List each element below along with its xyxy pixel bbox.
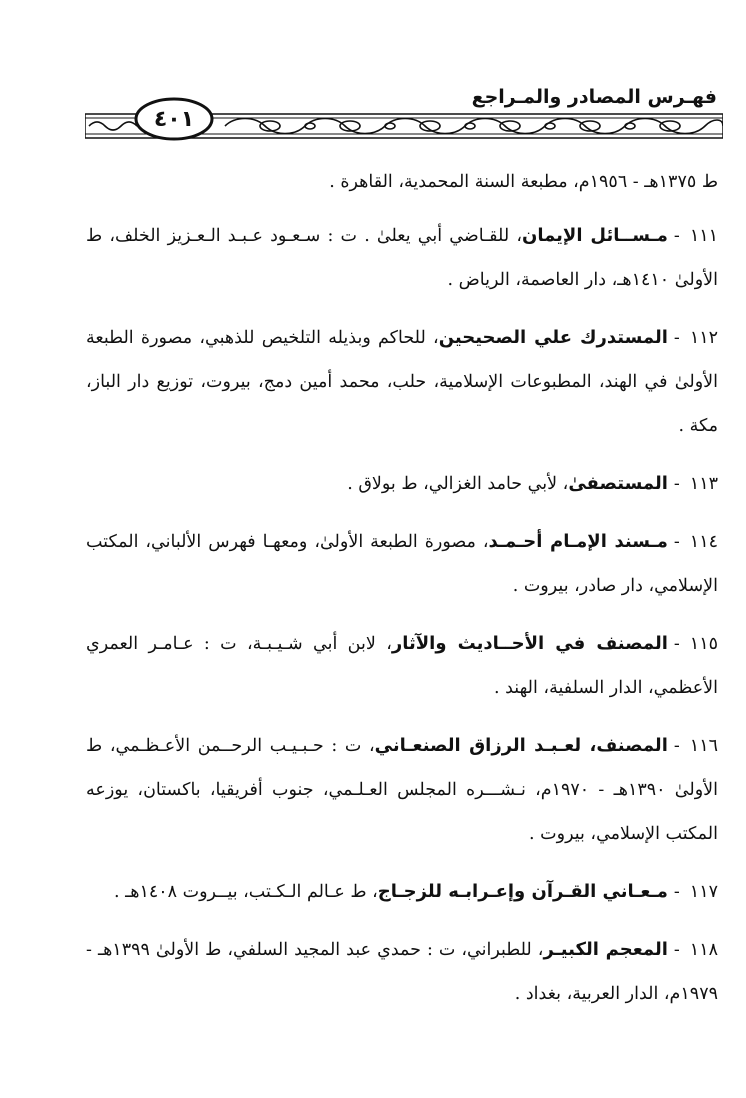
entry-number: ١١٧ (689, 882, 718, 902)
list-item: ١١٥-المصنف في الأحــاديث والآثار، لابن أبي شـيـبـة، ت : عـامـر العمري الأعظمي، الدار السلفية، الهند . (86, 633, 718, 698)
entry-title: المستدرك علي الصحيحين (438, 327, 668, 348)
entry-text: ، ط عـالم الـكـتب، بيــروت ١٤٠٨هـ . (113, 882, 378, 902)
entry-title: مـعـاني القـرآن وإعـرابـه للزجـاج (377, 881, 668, 902)
entry-title: مـســائل الإيمان (521, 225, 668, 246)
page-number-badge (133, 96, 215, 142)
entry-text: ، للحاكم وبذيله التلخيص للذهبي، مصورة الطبعة الأولىٰ في الهند، المطبوعات الإسلامية، حلب، محمد أمين دمج، بيروت، توزيع دار الباز، مكة . (86, 328, 718, 436)
entry-number: ١١٢ (689, 328, 719, 348)
list-item: ١١٦-المصنف، لعـبـد الرزاق الصنعـاني، ت : حـبـيـب الرحــمن الأعـظـمي، ط الأولىٰ ١٣٩٠هـ - ١٩٧٠م، نـشـــره المجلس العـلـمي، جنوب أفريقيا، باكستان، يوزعه المكتب الإسلامي، بيروت . (86, 735, 718, 844)
entry-title: مـسند الإمـام أحـمـد (488, 531, 668, 552)
list-item (86, 160, 718, 204)
entry-title: المعجم الكبيـر (543, 939, 668, 960)
entry-text: ، مصورة الطبعة الأولىٰ، ومعهـا فهرس الألباني، المكتب الإسلامي، دار صادر، بيروت . (86, 532, 718, 596)
entry-text: ط ١٣٧٥هـ - ١٩٥٦م، مطبعة السنة المحمدية، القاهرة . (329, 172, 718, 192)
page-number: ٤٠١ (153, 106, 195, 132)
entry-title: المصنف، لعـبـد الرزاق الصنعـاني (374, 735, 668, 756)
header-title: فهـرس المصادر والمـراجع (471, 86, 717, 108)
list-item: ١١٤-مـسند الإمـام أحـمـد، مصورة الطبعة الأولىٰ، ومعهـا فهرس الألباني، المكتب الإسلامي، دار صادر، بيروت . (86, 531, 718, 596)
list-item: ١١٨-المعجم الكبيـر، للطبراني، ت : حمدي عبد المجيد السلفي، ط الأولىٰ ١٣٩٩هـ - ١٩٧٩م، الدار العربية، بغداد . (86, 939, 718, 1004)
bibliography-list (86, 160, 718, 1030)
entry-text: ، ت : حـبـيـب الرحــمن الأعـظـمي، ط الأولىٰ ١٣٩٠هـ - ١٩٧٠م، نـشـــره المجلس العـلـمي، جنوب أفريقيا، باكستان، يوزعه المكتب الإسلامي، بيروت . (86, 736, 718, 844)
entry-number: ١١٥ (689, 634, 718, 654)
entry-text: ، للقـاضي أبي يعلىٰ . ت : سـعـود عـبـد الـعـزيز الخلف، ط الأولىٰ ١٤١٠هـ، دار العاصمة، الرياض . (86, 226, 718, 290)
entry-number: ١١٦ (689, 736, 718, 756)
list-item: ١١٢-المستدرك علي الصحيحين، للحاكم وبذيله التلخيص للذهبي، مصورة الطبعة الأولىٰ في الهند، المطبوعات الإسلامية، حلب، محمد أمين دمج، بيروت، توزيع دار الباز، مكة . (86, 327, 719, 436)
entry-text: ، للطبراني، ت : حمدي عبد المجيد السلفي، ط الأولىٰ ١٣٩٩هـ - ١٩٧٩م، الدار العربية، بغداد . (86, 940, 718, 1004)
entry-text: ، لابن أبي شـيـبـة، ت : عـامـر العمري الأعظمي، الدار السلفية، الهند . (86, 634, 718, 698)
entry-number: ١١٤ (689, 532, 718, 552)
entry-title: المصنف في الأحــاديث والآثار (391, 633, 668, 654)
entry-text: ، لأبي حامد الغزالي، ط بولاق . (347, 474, 569, 494)
entry-number: ١١٨ (689, 940, 718, 960)
entry-number: ١١١ (689, 226, 719, 246)
entry-title: المستصفىٰ (568, 473, 668, 494)
list-item: ١١١-مـســائل الإيمان، للقـاضي أبي يعلىٰ . ت : سـعـود عـبـد الـعـزيز الخلف، ط الأولىٰ ١٤١٠هـ، دار العاصمة، الرياض . (86, 225, 719, 290)
entry-number: ١١٣ (689, 474, 718, 494)
page-header (85, 82, 723, 142)
list-item: ١١٣-المستصفىٰ، لأبي حامد الغزالي، ط بولاق . (347, 473, 718, 494)
list-item: ١١٧-مـعـاني القـرآن وإعـرابـه للزجـاج، ط عـالم الـكـتب، بيــروت ١٤٠٨هـ . (113, 881, 718, 902)
